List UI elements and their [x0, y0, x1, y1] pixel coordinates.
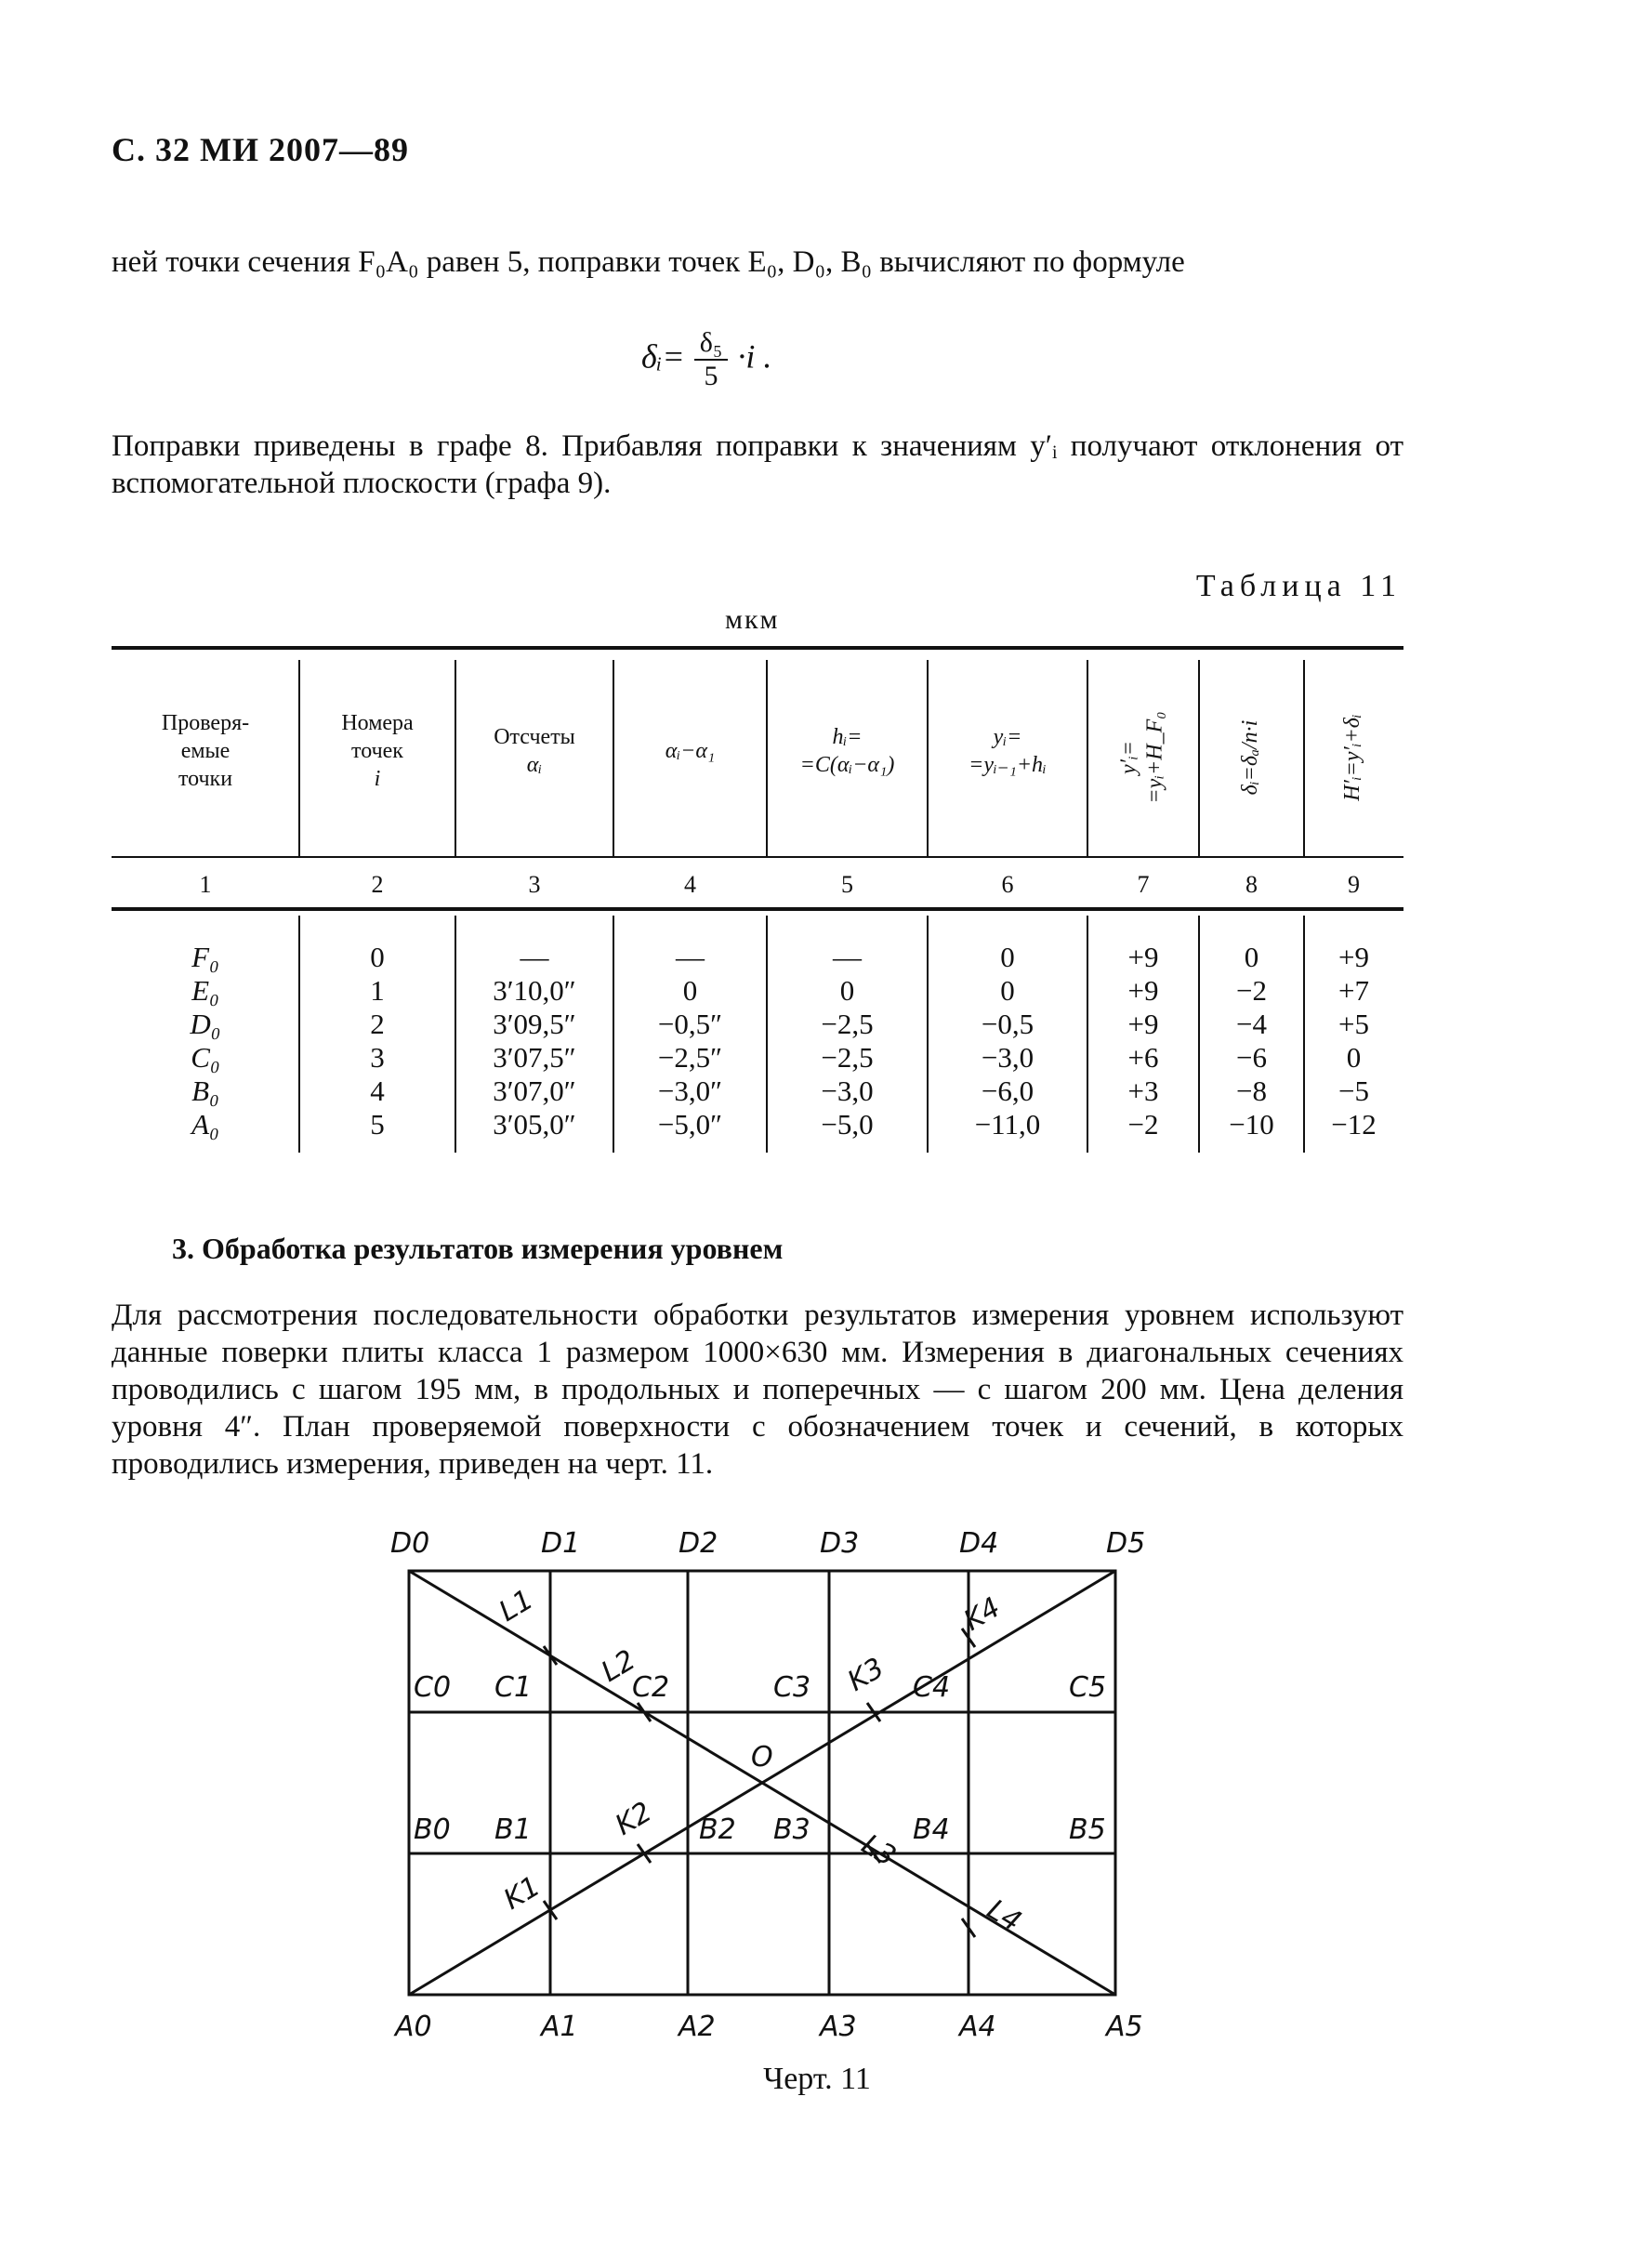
table-header-line: =C(αᵢ−α₁) [799, 753, 895, 777]
table-header-line: =yᵢ₋₁+hᵢ [969, 753, 1047, 777]
table-col-number: 2 [371, 871, 384, 898]
table-cell: D₀ [190, 1008, 221, 1040]
table-cell: E₀ [191, 974, 219, 1007]
page-header: С. 32 МИ 2007—89 [112, 131, 409, 168]
table-cell: 3 [370, 1041, 385, 1074]
table-cell: −0,5 [981, 1008, 1034, 1040]
table-cell: +6 [1127, 1041, 1159, 1074]
table-cell: — [520, 941, 549, 973]
label-bottom-3: A3 [820, 2011, 857, 2043]
label-b-2: B2 [699, 1813, 736, 1846]
label-top-0: D0 [390, 1527, 430, 1560]
label-top-5: D5 [1106, 1527, 1146, 1560]
table-cell: +9 [1127, 1008, 1159, 1040]
section-paragraph: Для рассмотрения последовательности обработки результатов измерения уровнем используют данные поверки плиты класса 1 размером 1000×630 мм. Измерения в диагональных сечениях проводились с шагом 195 мм, в продольных и поперечных — с шагом 200 мм. Цена деления уровня 4″. План проверяемой поверхности с обозначением точек и сечений, в которых проводились измерения, приведен на черт. 11. [112, 1299, 1403, 1481]
table-cell: — [833, 941, 862, 973]
table-cell: 4 [370, 1075, 385, 1107]
label-c-0: C0 [414, 1671, 452, 1704]
label-diag-l1: L1 [494, 1583, 539, 1628]
table-cell: 5 [370, 1108, 385, 1141]
label-bottom-4: A4 [959, 2011, 996, 2043]
table-header-line: точек [351, 739, 403, 763]
table-cell: 0 [839, 974, 855, 1007]
label-b-3: B3 [773, 1813, 810, 1846]
label-c-3: C3 [773, 1671, 811, 1704]
label-diag-k3: K3 [842, 1651, 890, 1698]
table-cell: −12 [1331, 1108, 1377, 1141]
table-col-number: 1 [199, 871, 212, 898]
table-header-line: δᵢ=δₐ/n·i [1238, 719, 1263, 796]
table-cell: 3′09,5″ [493, 1008, 576, 1040]
table-col-number: 4 [684, 871, 696, 898]
table-header-line: Проверя- [161, 711, 250, 735]
table-cell: 3′10,0″ [493, 974, 576, 1007]
table-cell: +3 [1127, 1075, 1159, 1107]
table-header-line: =yᵢ+H_F₀ [1142, 711, 1167, 804]
table-cell: −6 [1236, 1041, 1267, 1074]
table-cell: 0 [1346, 1041, 1362, 1074]
label-diag-k2: K2 [610, 1795, 658, 1842]
table-header-line: αᵢ [526, 753, 543, 777]
table-cell: −3,0″ [657, 1075, 723, 1107]
table-cell: 3′07,5″ [493, 1041, 576, 1074]
table-cell: +9 [1127, 941, 1159, 973]
table-header-line: yᵢ= [993, 725, 1022, 749]
table-unit: мкм [725, 604, 780, 635]
table-title: Таблица 11 [1195, 569, 1402, 603]
table-col-number: 6 [1001, 871, 1014, 898]
formula-rhs: ·i . [737, 337, 772, 376]
table-cell: −0,5″ [657, 1008, 723, 1040]
formula-numerator: δ₅ [694, 327, 729, 361]
table-cell: 0 [1000, 974, 1015, 1007]
table-cell: −2 [1236, 974, 1267, 1007]
table-header-line: i [374, 767, 381, 791]
table-header-line: Отсчеты [494, 725, 575, 749]
table-cell: −2,5 [821, 1041, 874, 1074]
label-b-1: B1 [494, 1813, 532, 1846]
table-cell: 3′05,0″ [493, 1108, 576, 1141]
label-top-3: D3 [820, 1527, 860, 1560]
label-top-2: D2 [679, 1527, 718, 1560]
label-bottom-2: A2 [679, 2011, 716, 2043]
table-cell: −5,0″ [657, 1108, 723, 1141]
table-header-line: точки [178, 767, 233, 791]
table-cell: −6,0 [981, 1075, 1034, 1107]
formula-lhs: δᵢ= [641, 337, 685, 376]
table-header-line: Номера [341, 711, 414, 735]
table-col-number: 5 [841, 871, 853, 898]
label-diag-l2: L2 [596, 1643, 641, 1689]
table-header-line: емые [180, 739, 231, 763]
table-cell: −11,0 [974, 1108, 1041, 1141]
table-cell: −2,5″ [657, 1041, 723, 1074]
formula-denominator: 5 [704, 361, 718, 391]
label-b-0: B0 [414, 1813, 451, 1846]
label-c-2: C2 [632, 1671, 670, 1704]
table-cell: A₀ [191, 1108, 219, 1141]
table-cell: −3,0 [981, 1041, 1034, 1074]
label-diag-l4: L4 [981, 1892, 1027, 1939]
label-b-4: B4 [913, 1813, 950, 1846]
table-cell: 1 [370, 974, 385, 1007]
table-cell: B₀ [191, 1075, 219, 1107]
table-cell: 0 [370, 941, 385, 973]
label-diag-l3: L3 [855, 1827, 902, 1874]
table-col-number: 8 [1245, 871, 1258, 898]
table-cell: F₀ [191, 941, 219, 973]
table-cell: −8 [1236, 1075, 1267, 1107]
table-cell: +9 [1127, 974, 1159, 1007]
table-col-number: 9 [1348, 871, 1360, 898]
table-cell: −3,0 [821, 1075, 874, 1107]
table-cell: 0 [682, 974, 698, 1007]
table-cell: 0 [1000, 941, 1015, 973]
table-cell: C₀ [191, 1041, 220, 1074]
table-header-line: H′ᵢ=y′ᵢ+δᵢ [1340, 714, 1365, 801]
table-cell: 0 [1244, 941, 1259, 973]
label-bottom-5: A5 [1106, 2011, 1143, 2043]
label-bottom-1: A1 [541, 2011, 578, 2043]
table-cell: −4 [1236, 1008, 1267, 1040]
label-c-5: C5 [1069, 1671, 1107, 1704]
label-diag-k1: K1 [498, 1869, 547, 1917]
table-cell: −10 [1229, 1108, 1274, 1141]
label-center: O [751, 1741, 773, 1774]
table-header-line: αᵢ−α₁ [665, 739, 716, 763]
section-title: 3. Обработка результатов измерения уровнем [172, 1232, 784, 1265]
intro-paragraph: ней точки сечения F₀A₀ равен 5, поправки точек E₀, D₀, B₀ вычисляют по формуле [112, 245, 1185, 279]
table-col-number: 7 [1137, 871, 1150, 898]
label-b-5: B5 [1069, 1813, 1106, 1846]
table-cell: +5 [1338, 1008, 1369, 1040]
figure-caption: Черт. 11 [763, 2062, 871, 2096]
table-cell: 3′07,0″ [493, 1075, 576, 1107]
table-cell: −5,0 [821, 1108, 874, 1141]
table-cell: −2 [1127, 1108, 1159, 1141]
table-cell: +9 [1338, 941, 1369, 973]
table-header-line: hᵢ= [832, 725, 863, 749]
table-cell: 2 [370, 1008, 385, 1040]
table-header-line: y′ᵢ= [1116, 741, 1141, 774]
table-cell: −2,5 [821, 1008, 874, 1040]
table-cell: +7 [1338, 974, 1369, 1007]
table-cell: — [676, 941, 705, 973]
label-c-1: C1 [494, 1671, 533, 1704]
label-diag-k4: K4 [958, 1590, 1007, 1638]
table-cell: −5 [1338, 1075, 1369, 1107]
corrections-paragraph: Поправки приведены в графе 8. Прибавляя поправки к значениям y′ᵢ получают отклонения от вспомогательной плоскости (графа 9). [112, 429, 1403, 500]
label-top-4: D4 [959, 1527, 999, 1560]
table-col-number: 3 [528, 871, 541, 898]
label-top-1: D1 [541, 1527, 581, 1560]
label-c-4: C4 [913, 1671, 951, 1704]
label-bottom-0: A0 [395, 2011, 432, 2043]
